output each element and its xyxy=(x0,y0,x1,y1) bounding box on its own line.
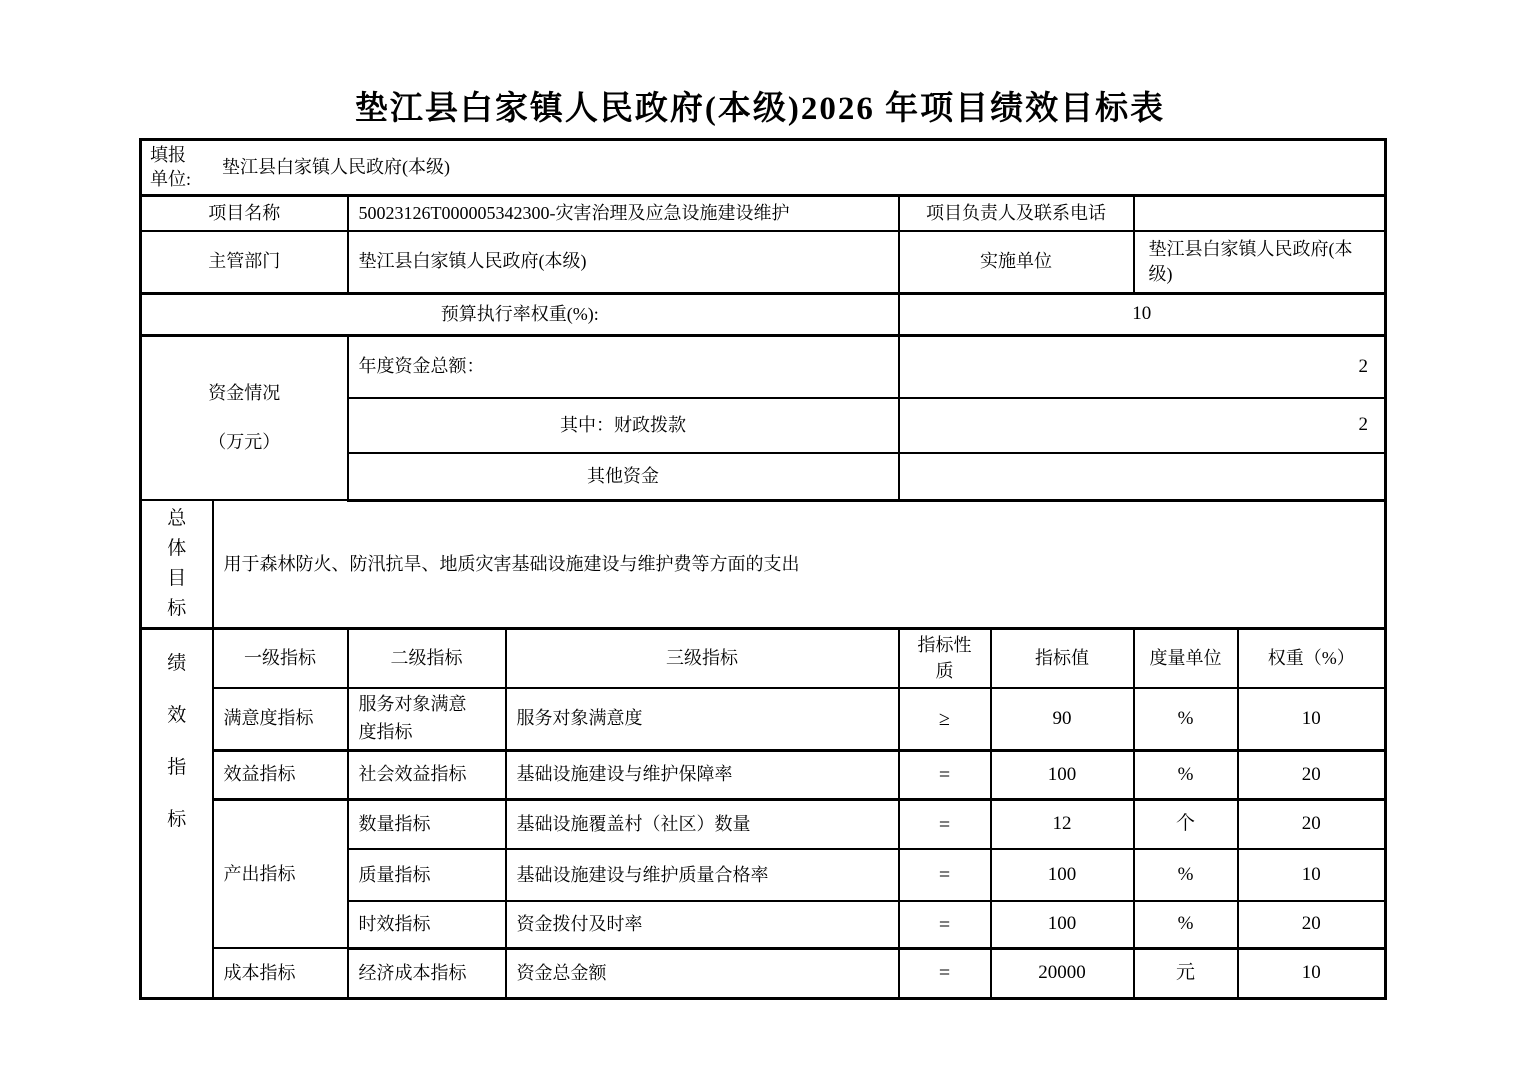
indicator-unit: % xyxy=(1134,901,1238,948)
indicator-unit: % xyxy=(1134,688,1238,750)
indicator-nature: = xyxy=(899,901,991,948)
indicator-nature: ≥ xyxy=(899,688,991,750)
funding-fiscal-value-cell: 2 xyxy=(899,398,1386,453)
indicator-level1: 满意度指标 xyxy=(213,688,348,750)
indicator-level2: 经济成本指标 xyxy=(348,948,506,998)
indicator-value: 12 xyxy=(991,799,1134,849)
indicator-unit: % xyxy=(1134,849,1238,901)
fill-unit-cell xyxy=(141,140,1386,196)
indicator-level1: 效益指标 xyxy=(213,750,348,799)
performance-target-table xyxy=(139,138,1387,1000)
indicator-value: 100 xyxy=(991,750,1134,799)
indicator-row xyxy=(141,750,1386,799)
overall-goal-text-cell: 用于森林防火、防汛抗旱、地质灾害基础设施建设与维护费等方面的支出 xyxy=(213,500,1386,628)
indicator-nature: = xyxy=(899,799,991,849)
indicator-weight: 20 xyxy=(1238,799,1386,849)
funding-total-value-cell: 2 xyxy=(899,335,1386,398)
indicator-level3: 基础设施建设与维护质量合格率 xyxy=(506,849,899,901)
impl-label-cell: 实施单位 xyxy=(899,231,1134,293)
fill-unit-label: 填报单位: xyxy=(150,145,192,190)
indicator-value: 90 xyxy=(991,688,1134,750)
indicator-unit: % xyxy=(1134,750,1238,799)
overall-goal-side-label: 总体目标 xyxy=(167,507,187,619)
fill-unit-value: 垫江县白家镇人民政府(本级) xyxy=(222,156,450,177)
budget-rate-label-cell: 预算执行率权重(%): xyxy=(141,293,899,335)
indicator-level3: 基础设施建设与维护保障率 xyxy=(506,750,899,799)
header-nature xyxy=(899,628,991,688)
manager-value-cell xyxy=(1134,195,1386,231)
indicators-side-label-cell xyxy=(141,628,213,998)
indicator-weight: 10 xyxy=(1238,688,1386,750)
header-level3: 三级指标 xyxy=(506,628,899,688)
funding-section-label-cell xyxy=(141,335,348,500)
funding-other-value-cell xyxy=(899,453,1386,500)
indicator-row xyxy=(141,688,1386,750)
indicator-nature: = xyxy=(899,849,991,901)
indicator-nature: = xyxy=(899,750,991,799)
indicator-level2: 时效指标 xyxy=(348,901,506,948)
indicator-weight: 10 xyxy=(1238,948,1386,998)
funding-label-line1: 资金情况 xyxy=(208,382,281,403)
page-title: 垫江县白家镇人民政府(本级)2026 年项目绩效目标表 xyxy=(354,91,1166,127)
indicator-level1: 产出指标 xyxy=(213,799,348,948)
manager-label-cell: 项目负责人及联系电话 xyxy=(899,195,1134,231)
indicator-row xyxy=(141,799,1386,849)
header-level1: 一级指标 xyxy=(213,628,348,688)
header-weight: 权重（%） xyxy=(1238,628,1386,688)
header-level2: 二级指标 xyxy=(348,628,506,688)
project-name-label-cell: 项目名称 xyxy=(141,195,348,231)
indicators-side-label: 绩效指标 xyxy=(167,652,187,830)
overall-goal-side-label-cell xyxy=(141,500,213,628)
indicator-weight: 10 xyxy=(1238,849,1386,901)
indicator-level2: 数量指标 xyxy=(348,799,506,849)
funding-other-label-cell: 其他资金 xyxy=(348,453,899,500)
indicator-level3: 基础设施覆盖村（社区）数量 xyxy=(506,799,899,849)
header-nature-text: 指标性质 xyxy=(917,635,972,682)
header-unit: 度量单位 xyxy=(1134,628,1238,688)
indicator-unit: 个 xyxy=(1134,799,1238,849)
indicator-value: 100 xyxy=(991,849,1134,901)
indicator-level1: 成本指标 xyxy=(213,948,348,998)
indicator-nature: = xyxy=(899,948,991,998)
header-value: 指标值 xyxy=(991,628,1134,688)
funding-total-label-cell: 年度资金总额： xyxy=(348,335,899,398)
indicator-row xyxy=(141,948,1386,998)
indicator-unit: 元 xyxy=(1134,948,1238,998)
indicator-weight: 20 xyxy=(1238,901,1386,948)
funding-fiscal-label-cell: 其中：财政拨款 xyxy=(348,398,899,453)
dept-value-cell: 垫江县白家镇人民政府(本级) xyxy=(348,231,899,293)
indicator-level3: 资金拨付及时率 xyxy=(506,901,899,948)
project-name-value-cell: 50023126T000005342300-灾害治理及应急设施建设维护 xyxy=(348,195,899,231)
indicator-level3: 服务对象满意度 xyxy=(506,688,899,750)
dept-label-cell: 主管部门 xyxy=(141,231,348,293)
impl-value-cell: 垫江县白家镇人民政府(本级) xyxy=(1134,231,1386,293)
indicator-level2: 社会效益指标 xyxy=(348,750,506,799)
indicator-value: 100 xyxy=(991,901,1134,948)
indicator-value: 20000 xyxy=(991,948,1134,998)
indicator-level2-text: 服务对象满意度指标 xyxy=(358,694,467,742)
funding-label-line2: （万元） xyxy=(208,431,281,452)
indicator-level2: 质量指标 xyxy=(348,849,506,901)
indicator-level2 xyxy=(348,688,506,750)
indicator-weight: 20 xyxy=(1238,750,1386,799)
indicator-level3: 资金总金额 xyxy=(506,948,899,998)
budget-rate-value-cell: 10 xyxy=(899,293,1386,335)
